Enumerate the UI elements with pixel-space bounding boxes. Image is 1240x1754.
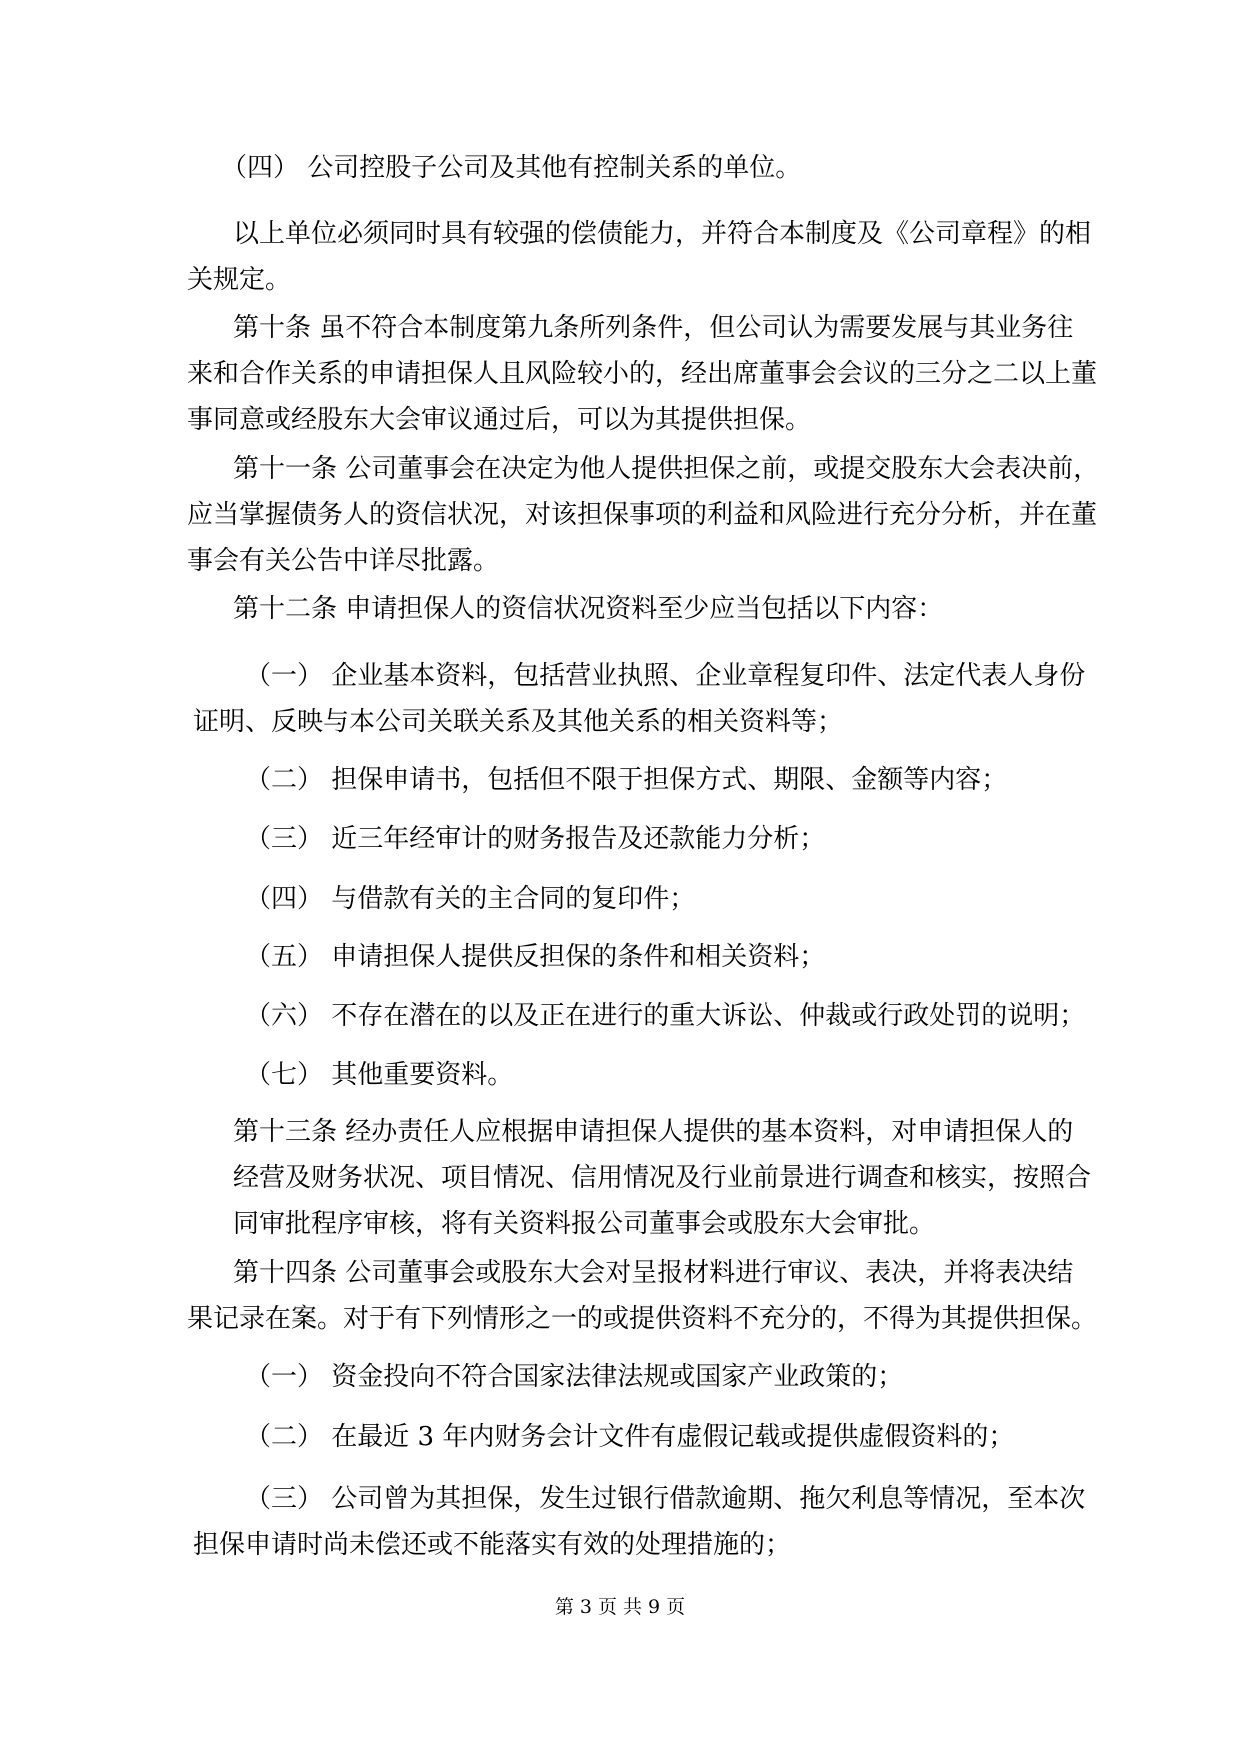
- text-line: 担保申请时尚未偿还或不能落实有效的处理措施的；: [193, 1530, 792, 1560]
- text-line: （四） 与借款有关的主合同的复印件；: [245, 884, 696, 914]
- text-line: （一） 资金投向不符合国家法律法规或国家产业政策的；: [245, 1362, 904, 1392]
- text-line: 事同意或经股东大会审议通过后，可以为其提供担保。: [187, 405, 812, 435]
- text-line: （一） 企业基本资料，包括营业执照、企业章程复印件、法定代表人身份: [245, 661, 1086, 691]
- paragraph-article-14: [187, 1250, 1098, 1342]
- paragraph-article-12: [187, 586, 1062, 632]
- paragraph-condition-2: [187, 1414, 1062, 1460]
- text-line: 关规定。: [187, 265, 292, 295]
- paragraph-condition-1: [187, 1354, 1062, 1400]
- paragraph-item-4-parent: [187, 145, 1062, 191]
- text-line: （二） 在最近 3 年内财务会计文件有虚假记载或提供虚假资料的；: [245, 1422, 1015, 1452]
- text-line: 第十条 虽不符合本制度第九条所列条件，但公司认为需要发展与其业务往: [233, 313, 1074, 343]
- paragraph-item-1-basic-info: [187, 653, 1086, 745]
- paragraph-item-3-financial: [187, 816, 1062, 862]
- paragraph-article-10: [187, 305, 1098, 443]
- paragraph-item-2-application: [187, 757, 1062, 803]
- text-line: 来和合作关系的申请担保人且风险较小的，经出席董事会会议的三分之二以上董: [187, 359, 1098, 389]
- paragraph-item-4-contract: [187, 876, 1062, 922]
- paragraph-item-7-other: [187, 1052, 1062, 1098]
- paragraph-item-5-counter-guarantee: [187, 934, 1062, 980]
- page-number-footer: 第 3 页 共 9 页: [554, 1596, 686, 1618]
- paragraph-article-11: [187, 446, 1100, 584]
- text-line: 第十四条 公司董事会或股东大会对呈报材料进行审议、表决，并将表决结: [233, 1258, 1074, 1288]
- text-line: （七） 其他重要资料。: [245, 1060, 514, 1090]
- paragraph-item-6-litigation: [187, 993, 1086, 1039]
- paragraph-article-13: [187, 1109, 1092, 1247]
- text-line: 证明、反映与本公司关联关系及其他关系的相关资料等；: [193, 707, 844, 737]
- text-line: 经营及财务状况、项目情况、信用情况及行业前景进行调查和核实，按照合: [233, 1163, 1092, 1193]
- text-line: 同审批程序审核，将有关资料报公司董事会或股东大会审批。: [233, 1209, 936, 1239]
- paragraph-units-requirement: [187, 211, 1092, 303]
- text-line: 事会有关公告中详尽批露。: [187, 546, 500, 576]
- paragraph-condition-3: [187, 1476, 1086, 1568]
- text-line: 以上单位必须同时具有较强的偿债能力，并符合本制度及《公司章程》的相: [233, 219, 1092, 249]
- text-line: （四） 公司控股子公司及其他有控制关系的单位。: [221, 153, 802, 183]
- text-line: （三） 公司曾为其担保，发生过银行借款逾期、拖欠利息等情况，至本次: [245, 1484, 1086, 1514]
- text-line: 第十一条 公司董事会在决定为他人提供担保之前，或提交股东大会表决前，: [233, 454, 1100, 484]
- text-line: 应当掌握债务人的资信状况，对该担保事项的利益和风险进行充分分析，并在董: [187, 500, 1098, 530]
- text-line: 果记录在案。对于有下列情形之一的或提供资料不充分的，不得为其提供担保。: [187, 1304, 1098, 1334]
- text-line: （六） 不存在潜在的以及正在进行的重大诉讼、仲裁或行政处罚的说明；: [245, 1001, 1086, 1031]
- text-line: 第十二条 申请担保人的资信状况资料至少应当包括以下内容：: [233, 594, 944, 624]
- text-line: 第十三条 经办责任人应根据申请担保人提供的基本资料，对申请担保人的: [233, 1117, 1074, 1147]
- text-line: （五） 申请担保人提供反担保的条件和相关资料；: [245, 942, 826, 972]
- text-line: （二） 担保申请书，包括但不限于担保方式、期限、金额等内容；: [245, 765, 1008, 795]
- text-line: （三） 近三年经审计的财务报告及还款能力分析；: [245, 824, 826, 854]
